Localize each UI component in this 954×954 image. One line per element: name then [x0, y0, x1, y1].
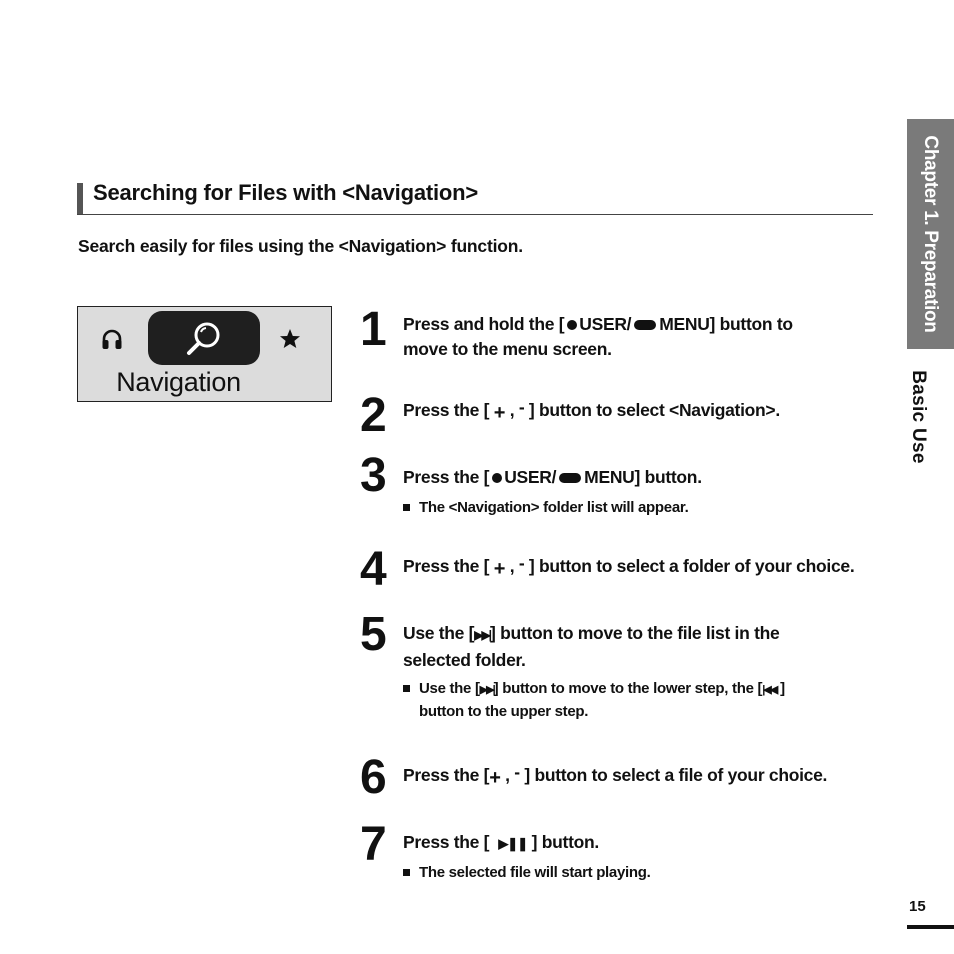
step-instruction: Press the [ + , - ] button to select <Navigation>.: [403, 397, 780, 424]
step-instruction: Press the [ ▶❚❚ ] button.: [403, 830, 599, 856]
plus-icon: +: [493, 558, 506, 580]
step-number: 6: [360, 751, 385, 804]
step-number: 3: [360, 449, 385, 502]
plus-icon: +: [493, 402, 506, 424]
minus-icon: -: [518, 553, 525, 573]
step-instruction: Press and hold the [ USER/ MENU] button to move to the menu screen.: [403, 314, 793, 359]
step-instruction: Press the [ USER/ MENU] button.: [403, 467, 702, 487]
step-number: 1: [360, 303, 385, 356]
chapter-label: Chapter 1. Preparation: [920, 135, 941, 333]
play-pause-icon: ▶❚❚: [498, 836, 528, 851]
intro-text: Search easily for files using the <Navigation> function.: [78, 236, 523, 256]
section-divider: [77, 214, 873, 215]
page-number-rule: [907, 925, 954, 929]
menu-button-icon: [634, 320, 656, 330]
star-icon: [278, 327, 302, 351]
bullet-icon: [403, 504, 410, 511]
step-instruction: Use the [▶▶|] button to move to the file list in the selected folder.: [403, 623, 780, 670]
selected-menu-highlight: [148, 311, 260, 365]
step-number: 4: [360, 543, 385, 596]
section-title: Searching for Files with <Navigation>: [93, 180, 479, 205]
user-button-icon: [492, 473, 502, 483]
step-instruction: Press the [+ , - ] button to select a file of your choice.: [403, 762, 828, 789]
section-label: Basic Use: [908, 370, 929, 464]
step-note: The selected file will start playing.: [403, 862, 650, 883]
user-button-icon: [567, 320, 577, 330]
step-note: The <Navigation> folder list will appear.: [403, 497, 688, 518]
bullet-icon: [403, 869, 410, 876]
headphones-icon: [100, 329, 124, 351]
skip-forward-icon: ▶▶|: [479, 684, 494, 696]
step-number: 2: [360, 389, 385, 442]
step-instruction: Press the [ + , - ] button to select a folder of your choice.: [403, 553, 855, 580]
minus-icon: -: [518, 397, 525, 417]
screen-label: Navigation: [116, 367, 241, 397]
bullet-icon: [403, 685, 410, 692]
section-marker: [77, 183, 83, 214]
step-number: 5: [360, 608, 385, 661]
page-number: 15: [909, 898, 926, 915]
device-screen-illustration: [77, 306, 332, 402]
step-number: 7: [360, 818, 385, 871]
step-note: Use the [▶▶|] button to move to the lower step, the [|◀◀ ] button to the upper step.: [403, 678, 785, 722]
menu-button-icon: [559, 473, 581, 483]
plus-icon: +: [489, 767, 501, 789]
search-icon: [184, 320, 224, 358]
skip-back-icon: |◀◀: [762, 684, 777, 696]
minus-icon: -: [514, 762, 520, 782]
skip-forward-icon: ▶▶|: [474, 628, 491, 642]
